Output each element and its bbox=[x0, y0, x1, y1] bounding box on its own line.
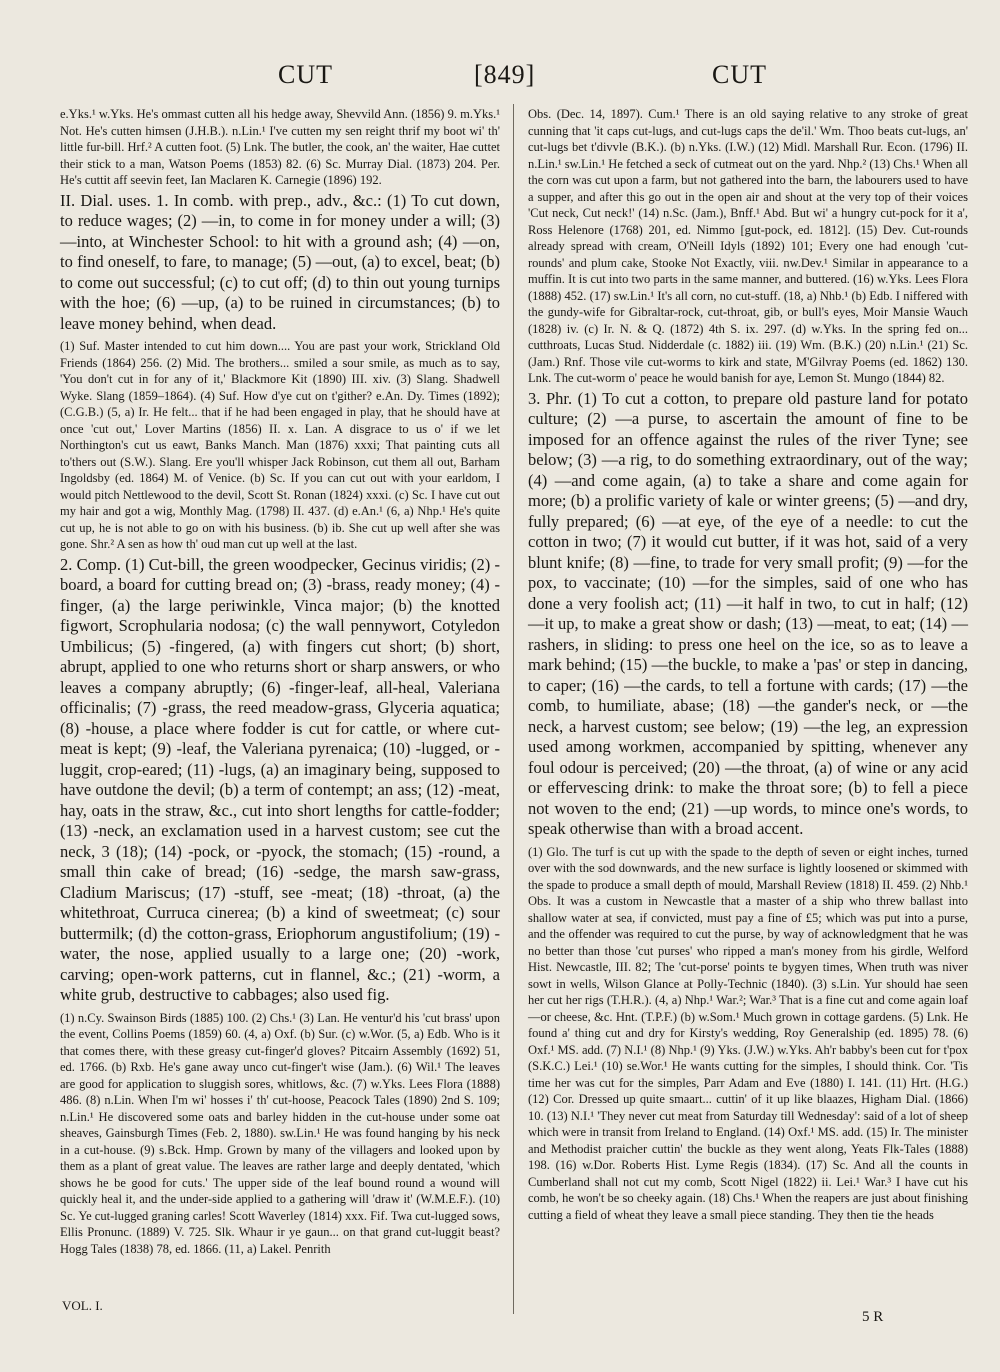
left-column bbox=[60, 106, 500, 1259]
paragraph: Obs. (Dec. 14, 1897). Cum.¹ There is an old saying relative to any stroke of great cunning that 'it caps cut-lugs, and cut-lugs caps the de'il.' Wm. Thoo beats cut-lugs, an' cut-lugs bet t'divvle (B.K.). (b) n.Yks. (I.W.) (12) Midl. Marshall Rur. Econ. (1796) II. n.Lin.¹ sw.Lin.¹ He fetched a seck of cutmeat out on the yard. Nhp.² (13) Chs.¹ When all the corn was cut upon a farm, but not gathered into the barn, the labourers used to have a supper, and after this go out in the open air and shout at the very top of their voices 'Cut neck, Cut neck!' (14) n.Sc. (Jam.), Bnff.¹ Abd. But wi' a hungry cut-pock for it a', Ross Helenore (1768) 201, ed. Nimmo [gut-pock, ed. 1812]. (15) Dev. Cut-rounds already spread with cream, O'Neill Idyls (1892) 101; Every one had enough 'cut-rounds' and plum cake, Stooke Not Exactly, viii. nw.Dev.¹ Similar in appearance to a muffin. It is cut into two parts in the same manner, and buttered. (16) w.Yks. Lees Flora (1888) 452. (17) sw.Lin.¹ It's all corn, no cut-stuff. (18, a) Nhb.¹ (b) Edb. I niffered with the gundy-wife for Gibraltar-rock, cut-throat, gib, or bull's eyes, Moir Mansie Wauch (1828) iv. (c) Ir. N. & Q. (1872) 4th S. ix. 297. (d) w.Yks. In the spring fed on... cutthroats, Lucas Stud. Nidderdale (c. 1882) iii. (19) Wm. (B.K.) (20) n.Lin.¹ (21) Sc. (Jam.) Rnf. Those vile cut-worms to kirk and state, M'Gilvray Poems (ed. 1862) 130. Lnk. The cut-worm o' peace he would banish for aye, Lemon St. Mungo (1844) 82. bbox=[528, 107, 968, 385]
column-divider bbox=[513, 104, 514, 1314]
paragraph: (1) Glo. The turf is cut up with the spade to the depth of seven or eight inches, turned over with the sod downwards, and the new surface is lightly loosened or skimmed with the spade to produce a small depth of mould, Marshall Review (1818) II. 459. (2) Nhb.¹ Obs. It was a custom in Newcastle that a master of a ship who threw ballast into shallow water at sea, if convicted, must pay a fine of £5; which was put into a purse, and the offender was required to cut the purse, by way of acknowledgment that he was no better than those 'cut purses' who ripped a man's money from his girdle, Welford Hist. Newcastle, III. 82; The 'cut-porse' points te bygyen times, When truth was niver sowt in wells, Wilson Glance at Polly-Technic (1840). (3) s.Lin. Yur should hae seen her cut her rigs (T.H.R.). (4, a) Nhp.¹ War.²; War.³ That is a fine cut and come again loaf—or cheese, &c. Hnt. (T.P.F.) (b) w.Som.¹ Much grown in cottage gardens. (5) Lnk. He found a' thing cut and dry for Kirsty's wedding, Roy Generalship (ed. 1895) 78. (6) Oxf.¹ MS. add. (7) N.I.¹ (8) Nhp.¹ (9) Yks. (J.W.) w.Yks. Ah'r babby's been cut for t'pox (S.K.C.) Lei.¹ (10) se.Wor.¹ He wants cutting for the simples, I should think. Cor. 'Tis time her was cut for the simples, Parr Adam and Eve (1880) I. 141. (11) Hrt. (H.G.) (12) Cor. Dressed up quite smaart... cuttin' of it up like blaazes, Higham Dial. (1866) 10. (13) N.I.¹ 'They never cut meat from Saturday till Wednesday': said of a lot of sheep which were in transit from Ireland to England. (14) Oxf.¹ MS. add. (15) Ir. The minister and Methodist praicher cuttin' the buckle as they went along, Yeats Flk-Tales (1888) 198. (16) w.Dor. Roberts Hist. Lyme Regis (1834). (17) Sc. And all the counts in Cumberland shall not cut my comb, Scott Nigel (1822) ii. Lei.¹ War.³ I have cut his comb, he won't be so cheeky again. (18) Chs.¹ When the reapers are just about finishing cutting a field of wheat they leave a small piece standing. They then tie the heads bbox=[528, 844, 968, 1222]
paragraph: II. Dial. uses. 1. In comb. with prep., adv., &c.: (1) To cut down, to reduce wages; (2) —in, to come in for money under a will; (3) —into, at Winchester School: to hit with a ground ash; (4) —on, to find oneself, to fare, to manage; (5) —out, (a) to excel, beat; (b) to come out successful; (c) to cut off; (d) to thin out young turnips with the hoe; (6) —up, (a) to be ruined in circumstances; (b) to leave money behind, when dead. bbox=[60, 190, 500, 333]
header-page-number: [849] bbox=[474, 60, 536, 89]
paragraph: 3. Phr. (1) To cut a cotton, to prepare old pasture land for potato culture; (2) —a purse, to ascertain the amount of fine to be imposed for an offence against the rules of the river Tyne; see below; (3) —a rig, to do something extraordinary, out of the way; (4) —and come again, (a) to take a share and come again for more; (b) a prolific variety of kale or winter greens; (5) —and dry, fully prepared; (6) —at eye, of the eye of a needle: to cut the cotton in two; (7) it would cut butter, if it was hot, said of a very blunt knife; (8) —fine, to trade for very small profit; (9) —for the pox, to vaccinate; (10) —for the simples, said of one who has done a very foolish act; (11) —it half in two, to cut in half; (12) —it up, to make a great show or dash; (13) —meat, to eat; (14) —rashers, in sliding: to press one heel on the ice, so as to leave a mark behind; (15) —the buckle, to make a 'pas' or step in dancing, to caper; (16) —the cards, to tell a fortune with cards; (17) —the comb, to humiliate, abase; (18) —the gander's neck, or —the neck, a harvest custom; see below; (19) —the leg, an expression used among workmen, accompanied by spitting, whenever any foul odour is perceived; (20) —the throat, (a) of wine or any acid or effervescing drink: to make the throat sore; (b) to fell a piece not woven to the end; (21) —up words, to mince one's words, to speak otherwise than with a broad accent. bbox=[528, 388, 968, 838]
header-right-word: CUT bbox=[712, 60, 767, 89]
right-column bbox=[528, 106, 968, 1225]
paragraph: 2. Comp. (1) Cut-bill, the green woodpecker, Gecinus viridis; (2) -board, a board for cutting bread on; (3) -brass, ready money; (4) -finger, (a) the large periwinkle, Vinca major; (b) the knotted figwort, Scrophularia nodosa; (c) the wall pennywort, Cotyledon Umbilicus; (5) -fingered, (a) with fingers cut short; (b) short, abrupt, applied to one who returns short or sharp answers, or who leaves a company abruptly; (6) -finger-leaf, all-heal, Valeriana officinalis; (7) -grass, the reed meadow-grass, Glyceria aquatica; (8) -house, a place where fodder is cut for cattle, or where cut-meat is kept; (9) -leaf, the Valeriana pyrenaica; (10) -lugged, or -luggit, crop-eared; (11) -lugs, (a) an imaginary being, supposed to have outdone the devil; (b) a term of contempt; an ass; (12) -meat, hay, oats in the straw, &c., cut into short lengths for cattle-fodder; (13) -neck, an exclamation used in a harvest custom; see cut the neck, 3 (18); (14) -pock, or -pyock, the stomach; (15) -round, a small thin cake of bread; (16) -sedge, the marsh saw-grass, Cladium Mariscus; (17) -stuff, see -meat; (18) -throat, (a) the whitethroat, Curruca cinerea; (b) a kind of sweetmeat; (c) sour buttermilk; (d) the cotton-grass, Eriophorum angustifolium; (19) -water, the nose, applied usually to a large one; (20) -work, carving; open-work patterns, cut in flannel, &c.; (21) -worm, a white grub, destructive to cabbages; also used fig. bbox=[60, 554, 500, 1004]
paragraph: (1) n.Cy. Swainson Birds (1885) 100. (2) Chs.¹ (3) Lan. He ventur'd his 'cut brass' upon the event, Collins Poems (1859) 60. (4, a) Oxf. (b) Sur. (c) w.Wor. (5, a) Edb. Who is it that comes there, with these greasy cut-finger'd gloves? Pitcairn Assembly (1692) 51, ed. 1766. (b) Rxb. He's gane away unco cut-finger't wise (Jam.). (6) Wil.¹ The leaves are good for application to sluggish sores, whitlows, &c. (7) w.Yks. Lees Flora (1888) 486. (8) n.Lin. When I'm wi' hosses i' th' cut-hoose, Peacock Tales (1890) 2nd S. 109; n.Lin.¹ He discovered some oats and barley hidden in the cut-house under some oat sheaves, Gainsburgh Times (Feb. 2, 1880). sw.Lin.¹ He was found hanging by his neck in a cut-house. (9) s.Bck. Hmp. Grown by many of the villagers and looked upon by them as a plant of great value. The leaves are rather large and deeply dentated, 'which shows he be good for cuts.' The upper side of the leaf bound round a wound will quickly heal it, and the under-side applied to a gathering will 'draw it' (W.M.E.F.). (10) Sc. Ye cut-lugged graning carles! Scott Waverley (1814) xxx. Fif. Twa cut-lugged sows, Ellis Pronunc. (1889) V. 725. Slk. Whaur ir ye gaun... on that grand cut-luggit beast? Hogg Tales (1838) 78, ed. 1866. (11, a) Lakel. Penrith bbox=[60, 1010, 500, 1256]
volume-label: VOL. I. bbox=[62, 1298, 103, 1313]
paragraph: e.Yks.¹ w.Yks. He's ommast cutten all his hedge away, Shevvild Ann. (1856) 9. m.Yks.¹ Not. He's cutten himsen (J.H.B.). n.Lin.¹ I've cutten my sen reight thrif my boot wi' th' little fur-bill. Hrf.² A cutten foot. (5) Lnk. The butler, the cook, an' the waiter, Hae cuttet their stick to a man, Watson Poems (1853) 82. (6) Sc. Murray Dial. (1873) 204. Per. He's cuttit aff seevin feet, Ian Maclaren K. Carnegie (1896) 192. bbox=[60, 107, 500, 187]
paragraph: (1) Suf. Master intended to cut him down.... You are past your work, Strickland Old Friends (1864) 256. (2) Mid. The brothers... smiled a sour smile, as much as to say, 'You don't cut in for any of it,' Blackmore Kit (1890) III. xiv. (3) Slang. Shadwell Wyke. Slang (1859–1864). (4) Suf. How d'ye cut on t'gither? e.An. Dy. Times (1892); (C.G.B.) (5, a) Ir. He felt... that if he had been engaged in play, that he should have at once 'cut out,' Lover Martins (1856) II. x. Lan. A disgrace to us o' if we let Northington's cut us eawt, Banks Manch. Man (1876) xxxi; That painting cuts all to'thers out (S.W.). Slang. Ere you'll whisper Jack Robinson, cut them all out, Barham Ingoldsby (ed. 1864) M. of Venice. (b) Sc. If you can cut out with your earldom, I would pitch Nettlewood to the devil, Scott St. Ronan (1824) xxxi. (c) Sc. I have cut out my hair and got a wig, Monthly Mag. (1798) II. 437. (d) e.An.¹ (6, a) Nhp.¹ He's quite cut up, he is not able to go on with his business. (b) ib. She cut up well after she was gone. Shr.² A sen as how th' oud man cut up well at the last. bbox=[60, 339, 500, 551]
signature-mark: 5 R bbox=[862, 1309, 884, 1325]
header-left-word: CUT bbox=[278, 60, 333, 89]
